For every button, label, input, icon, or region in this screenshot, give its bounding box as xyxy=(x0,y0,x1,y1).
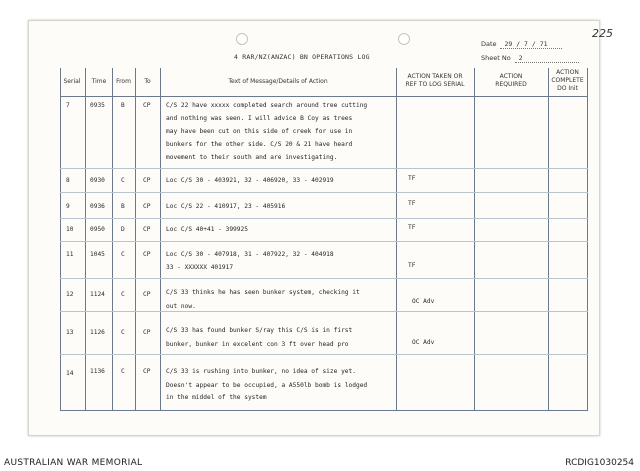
header-text: Text of Message/Details of Action xyxy=(228,78,328,85)
message-line: Loc C/S 30 - 407918, 31 - 407922, 32 - 404918 xyxy=(166,251,334,258)
action-taken-cell: TF xyxy=(408,200,416,207)
message-line: Loc C/S 30 - 403921, 32 - 406920, 33 - 402919 xyxy=(166,177,334,184)
time-cell: 1136 xyxy=(90,368,105,375)
header-action-required-line1: ACTION xyxy=(499,73,523,80)
header-action-complete-line2: COMPLETE xyxy=(551,77,584,84)
message-line: and nothing was seen. I will advice B Coy as trees xyxy=(166,115,353,122)
time-cell: 1126 xyxy=(90,329,105,336)
time-cell: 0950 xyxy=(90,226,105,233)
serial-cell: 7 xyxy=(66,102,70,109)
sheet-value: 2 xyxy=(515,54,579,63)
time-cell: 1124 xyxy=(90,291,105,298)
action-taken-cell: OC Adv xyxy=(412,298,435,305)
from-cell: C xyxy=(121,368,125,375)
punch-hole xyxy=(398,33,410,45)
date-value: 29 / 7 / 71 xyxy=(500,40,562,49)
action-taken-cell: TF xyxy=(408,224,416,231)
from-cell: C xyxy=(121,251,125,258)
action-taken-cell: TF xyxy=(408,175,416,182)
header-action-complete-line3: DO Init xyxy=(557,85,578,92)
header-time: Time xyxy=(91,78,107,85)
archive-reference: RCDIG1030254 xyxy=(565,458,634,468)
header-action-required xyxy=(474,73,548,89)
header-action-taken-line2: REF TO LOG SERIAL xyxy=(405,81,465,88)
message-line: C/S 22 have xxxxx completed search around tree cutting xyxy=(166,102,368,109)
header-action-required-line2: REQUIRED xyxy=(495,81,527,88)
message-line: C/S 33 thinks he has seen bunker system, checking it xyxy=(166,289,360,296)
header-action-taken xyxy=(396,73,474,89)
serial-cell: 11 xyxy=(66,251,74,258)
from-cell: C xyxy=(121,291,125,298)
message-line: 33 - XXXXXX 401917 xyxy=(166,264,234,271)
page-number: 225 xyxy=(592,27,613,40)
action-taken-cell: TF xyxy=(408,262,416,269)
date-label: Date xyxy=(481,40,497,48)
message-line: C/S 33 is rushing into bunker, no idea of size yet. xyxy=(166,368,356,375)
header-from: From xyxy=(116,78,131,85)
serial-cell: 14 xyxy=(66,370,74,377)
punch-hole xyxy=(236,33,248,45)
time-cell: 0935 xyxy=(90,102,105,109)
serial-cell: 10 xyxy=(66,226,74,233)
time-cell: 0930 xyxy=(90,177,105,184)
message-line: Doesn't appear to be occupied, a A550lb bomb is lodged xyxy=(166,382,368,389)
header-action-complete-line1: ACTION xyxy=(556,69,579,76)
message-line: movement to their south and are investigating. xyxy=(166,154,338,161)
from-cell: B xyxy=(121,102,125,109)
to-cell: CP xyxy=(143,177,151,184)
log-table xyxy=(60,68,588,410)
time-cell: 0936 xyxy=(90,203,105,210)
message-line: bunkers for the other side. C/S 20 & 21 have heard xyxy=(166,141,353,148)
from-cell: C xyxy=(121,177,125,184)
to-cell: CP xyxy=(143,329,151,336)
sheet-field xyxy=(481,54,579,63)
date-field xyxy=(481,40,562,49)
to-cell: CP xyxy=(143,251,151,258)
to-cell: CP xyxy=(143,102,151,109)
message-line: out now. xyxy=(166,303,196,310)
header-to: To xyxy=(144,78,151,85)
from-cell: B xyxy=(121,203,125,210)
serial-cell: 13 xyxy=(66,329,74,336)
from-cell: C xyxy=(121,329,125,336)
message-line: Loc C/S 22 - 410917, 23 - 405916 xyxy=(166,203,286,210)
sheet-label: Sheet No xyxy=(481,54,511,62)
to-cell: CP xyxy=(143,368,151,375)
message-line: may have been cut on this side of creek for use in xyxy=(166,128,353,135)
archive-credit: AUSTRALIAN WAR MEMORIAL xyxy=(4,458,143,468)
message-line: Loc C/S 40+41 - 399925 xyxy=(166,226,248,233)
action-taken-cell: OC Adv xyxy=(412,339,435,346)
message-line: bunker, bunker in excelent con 3 ft over head pro xyxy=(166,341,349,348)
log-title: 4 RAR/NZ(ANZAC) BN OPERATIONS LOG xyxy=(234,53,370,61)
to-cell: CP xyxy=(143,203,151,210)
header-action-taken-line1: ACTION TAKEN OR xyxy=(407,73,463,80)
to-cell: CP xyxy=(143,291,151,298)
to-cell: CP xyxy=(143,226,151,233)
serial-cell: 12 xyxy=(66,291,74,298)
message-line: C/S 33 has found bunker S/ray this C/S is in first xyxy=(166,327,353,334)
header-serial: Serial xyxy=(63,78,81,85)
header-action-complete xyxy=(548,69,587,93)
serial-cell: 9 xyxy=(66,203,70,210)
message-line: in the middel of the system xyxy=(166,394,267,401)
time-cell: 1045 xyxy=(90,251,105,258)
from-cell: D xyxy=(121,226,125,233)
serial-cell: 8 xyxy=(66,177,70,184)
